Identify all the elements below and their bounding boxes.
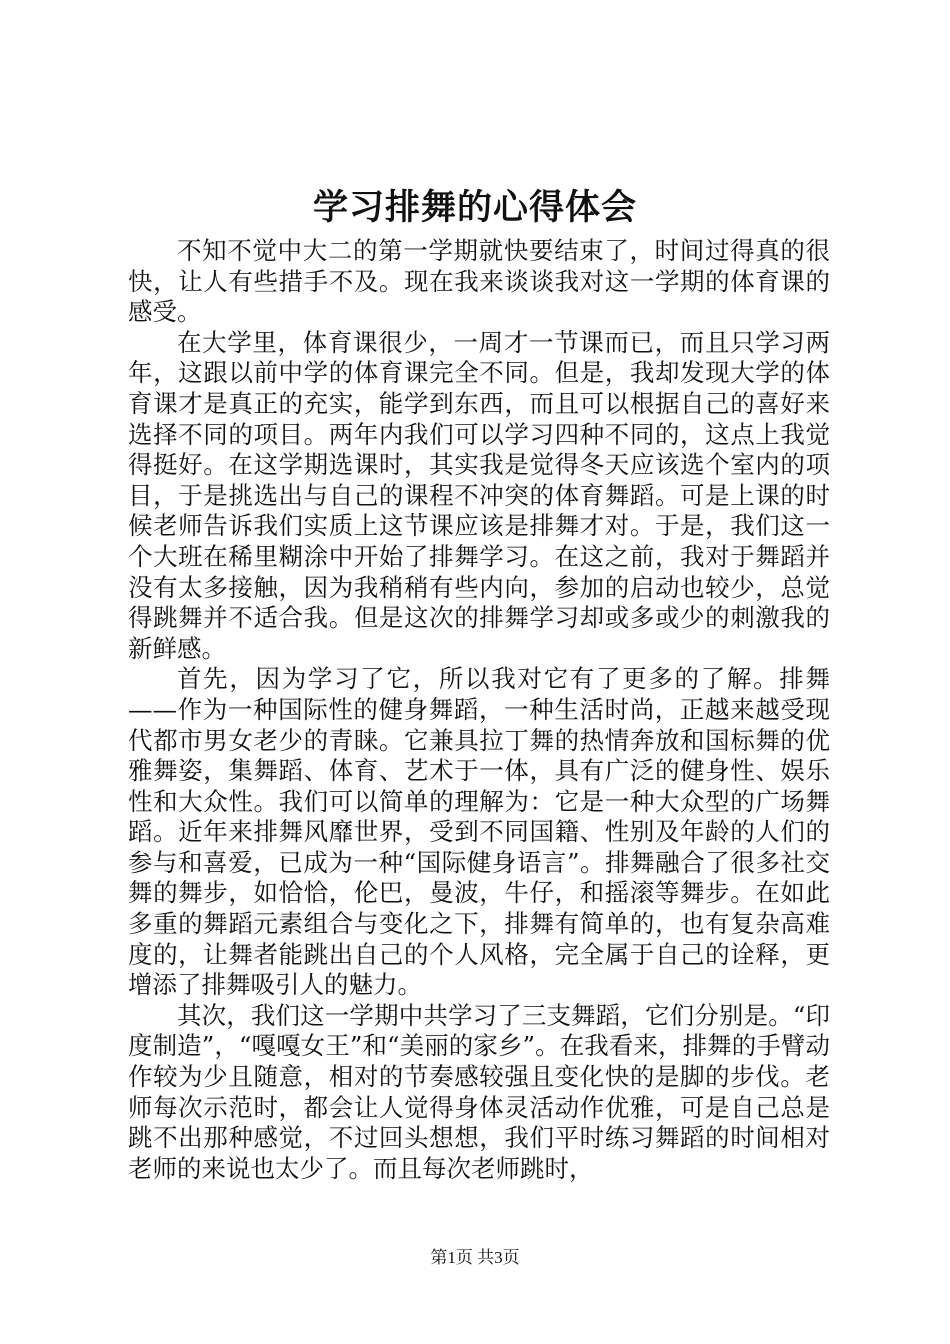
- page-footer: [0, 1246, 950, 1270]
- document-body: [128, 236, 830, 1184]
- page-number-label: 第1页 共3页: [430, 1248, 520, 1267]
- document-title: 学习排舞的心得体会: [312, 187, 637, 228]
- paragraph: 其次，我们这一学期中共学习了三支舞蹈，它们分别是。“印度制造”，“嘎嘎女王”和“美丽的家乡”。在我看来，排舞的手臂动作较为少且随意，相对的节奏感较强且变化快的是脚的步伐。老师每次示范时，都会让人觉得身体灵活动作优雅，可是自己总是跳不出那种感觉，不过回头想想，我们平时练习舞蹈的时间相对老师的来说也太少了。而且每次老师跳时，: [128, 1000, 830, 1183]
- paragraph: 在大学里，体育课很少，一周才一节课而已，而且只学习两年，这跟以前中学的体育课完全不同。但是，我却发现大学的体育课才是真正的充实，能学到东西，而且可以根据自己的喜好来选择不同的项目。两年内我们可以学习四种不同的，这点上我觉得挺好。在这学期选课时，其实我是觉得冬天应该选个室内的项目，于是挑选出与自己的课程不冲突的体育舞蹈。可是上课的时候老师告诉我们实质上这节课应该是排舞才对。于是，我们这一个大班在稀里糊涂中开始了排舞学习。在这之前，我对于舞蹈并没有太多接触，因为我稍稍有些内向，参加的启动也较少，总觉得跳舞并不适合我。但是这次的排舞学习却或多或少的刺激我的新鲜感。: [128, 327, 830, 663]
- paragraph: 不知不觉中大二的第一学期就快要结束了，时间过得真的很快，让人有些措手不及。现在我来谈谈我对这一学期的体育课的感受。: [128, 236, 830, 327]
- paragraph: 首先，因为学习了它，所以我对它有了更多的了解。排舞——作为一种国际性的健身舞蹈，一种生活时尚，正越来越受现代都市男女老少的青睐。它兼具拉丁舞的热情奔放和国标舞的优雅舞姿，集舞蹈、体育、艺术于一体，具有广泛的健身性、娱乐性和大众性。我们可以简单的理解为：它是一种大众型的广场舞蹈。近年来排舞风靡世界，受到不同国籍、性别及年龄的人们的参与和喜爱，已成为一种“国际健身语言”。排舞融合了很多社交舞的舞步，如恰恰，伦巴，曼波，牛仔，和摇滚等舞步。在如此多重的舞蹈元素组合与变化之下，排舞有简单的，也有复杂高难度的，让舞者能跳出自己的个人风格，完全属于自己的诠释，更增添了排舞吸引人的魅力。: [128, 664, 830, 1000]
